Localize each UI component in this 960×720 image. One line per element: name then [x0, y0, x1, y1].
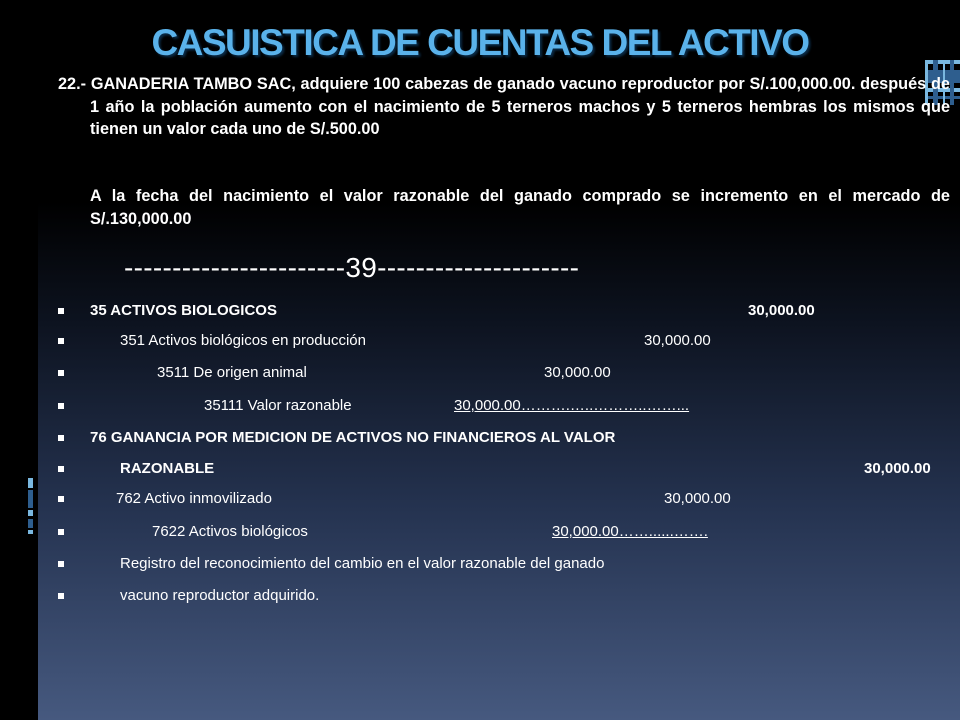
entry-amount: 30,000.00: [748, 302, 815, 319]
problem-paragraph-2: [90, 185, 950, 230]
entry-row: [58, 397, 918, 419]
entry-row: [58, 587, 918, 609]
bullet-icon: [58, 403, 64, 409]
slide-title: CASUISTICA DE CUENTAS DEL ACTIVO: [151, 22, 809, 63]
entry-label: vacuno reproductor adquirido.: [120, 587, 320, 604]
bullet-icon: [58, 593, 64, 599]
entry-label: RAZONABLE: [120, 460, 215, 477]
entry-label: 351 Activos biológicos en producción: [120, 332, 366, 349]
entry-label: 35111 Valor razonable: [204, 397, 352, 414]
bullet-icon: [58, 308, 64, 314]
entry-label: 762 Activo inmovilizado: [116, 490, 272, 507]
entry-row: [58, 364, 918, 386]
entry-amount: 30,000.00: [664, 490, 731, 507]
entry-row: [58, 523, 918, 545]
left-black-bar: [0, 0, 38, 720]
entry-amount: 30,000.00: [644, 332, 711, 349]
journal-separator: -----------------------39---------------------: [124, 252, 580, 283]
bullet-icon: [58, 529, 64, 535]
entry-label: 76 GANANCIA POR MEDICION DE ACTIVOS NO FINANCIEROS AL VALOR: [90, 429, 616, 446]
bullet-icon: [58, 338, 64, 344]
entry-row: [58, 332, 918, 354]
entry-row: [58, 302, 918, 324]
entry-amount: 30,000.00……….…..………..……...: [454, 397, 690, 414]
bullet-icon: [58, 435, 64, 441]
entry-row: [58, 460, 950, 482]
bullet-icon: [58, 496, 64, 502]
problem-paragraph-1: 22.- GANADERIA TAMBO SAC, adquiere 100 cabezas de ganado vacuno reproductor por S/.100,000.00. después de 1 año la población aumento con el nacimiento de 5 terneros machos y 5 terneros hembras los mismos que tienen un valor cada uno de S/.500.00: [58, 75, 950, 138]
entry-label: Registro del reconocimiento del cambio en el valor razonable del ganado: [120, 555, 605, 572]
entry-amount: 30,000.00: [864, 460, 931, 477]
bullet-icon: [58, 370, 64, 376]
entry-amount: 30,000.00: [544, 364, 611, 381]
entry-row: [58, 490, 918, 512]
entry-label: 7622 Activos biológicos: [152, 523, 308, 540]
entry-label: 35 ACTIVOS BIOLOGICOS: [90, 302, 277, 319]
bullet-icon: [58, 561, 64, 567]
problem-paragraph-2-text: A la fecha del nacimiento el valor razonable del ganado comprado se incremento en el mercado de S/.130,000.00: [90, 187, 950, 228]
bullet-icon: [58, 466, 64, 472]
entry-row: [58, 555, 918, 577]
entry-amount: 30,000.00……......…….: [552, 523, 708, 540]
entry-row: [58, 429, 918, 451]
entry-label: 3511 De origen animal: [157, 364, 307, 381]
